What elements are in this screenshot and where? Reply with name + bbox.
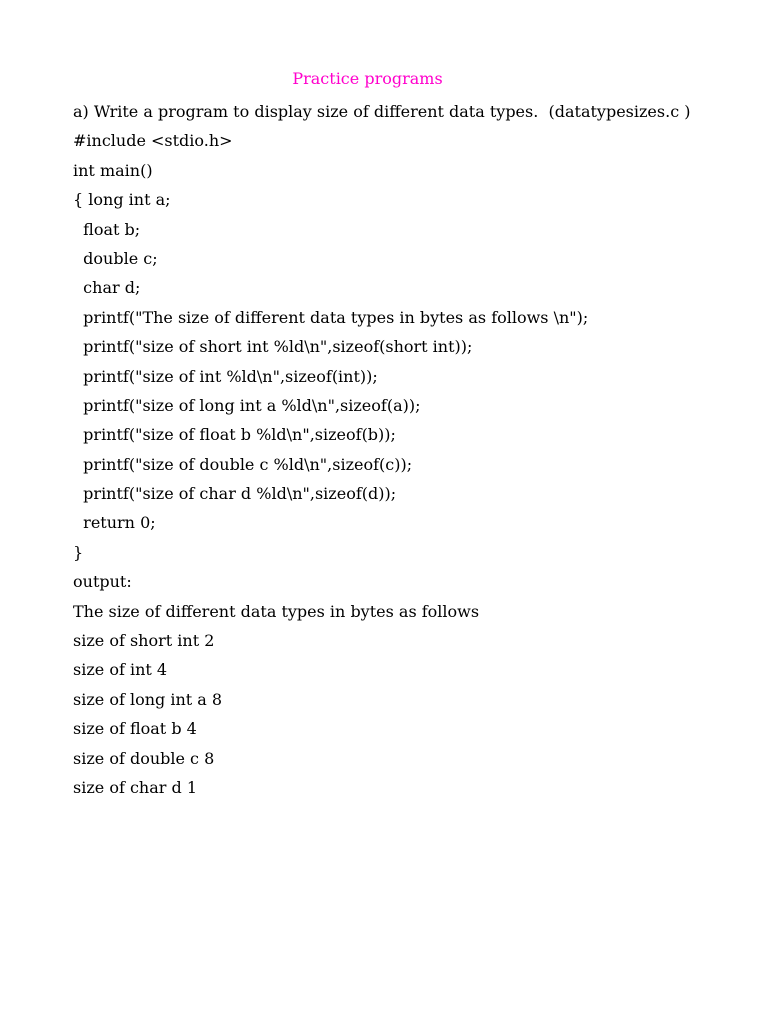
code-line: printf("The size of different data types in bytes as follows \n"); xyxy=(73,307,589,327)
output-line: size of int 4 xyxy=(73,660,168,680)
code-line: } xyxy=(73,542,84,562)
code-line: printf("size of float b %ld\n",sizeof(b)); xyxy=(73,425,396,445)
output-line: size of long int a 8 xyxy=(73,689,223,709)
output-label: output: xyxy=(73,572,132,592)
code-line: printf("size of long int a %ld\n",sizeof(a)); xyxy=(73,395,421,415)
output-line: size of float b 4 xyxy=(73,719,197,739)
code-line: char d; xyxy=(73,278,141,298)
output-line: The size of different data types in bytes as follows xyxy=(73,601,480,621)
code-line: int main() xyxy=(73,160,153,180)
output-line: size of short int 2 xyxy=(73,631,215,651)
code-line: printf("size of char d %ld\n",sizeof(d)); xyxy=(73,484,397,504)
code-line: printf("size of short int %ld\n",sizeof(short int)); xyxy=(73,337,473,357)
task-heading: a) Write a program to display size of different data types. (datatypesizes.c ) xyxy=(73,102,691,121)
output-line: size of char d 1 xyxy=(73,777,197,797)
output-line: size of double c 8 xyxy=(73,748,215,768)
code-line: printf("size of int %ld\n",sizeof(int)); xyxy=(73,366,378,386)
code-line: float b; xyxy=(73,219,141,239)
code-line: { long int a; xyxy=(73,190,171,210)
code-line: #include <stdio.h> xyxy=(73,131,233,151)
page-title: Practice programs xyxy=(292,69,443,88)
code-line: printf("size of double c %ld\n",sizeof(c)); xyxy=(73,454,413,474)
code-line: double c; xyxy=(73,248,158,268)
document-body xyxy=(73,97,733,802)
code-line: return 0; xyxy=(73,513,156,533)
